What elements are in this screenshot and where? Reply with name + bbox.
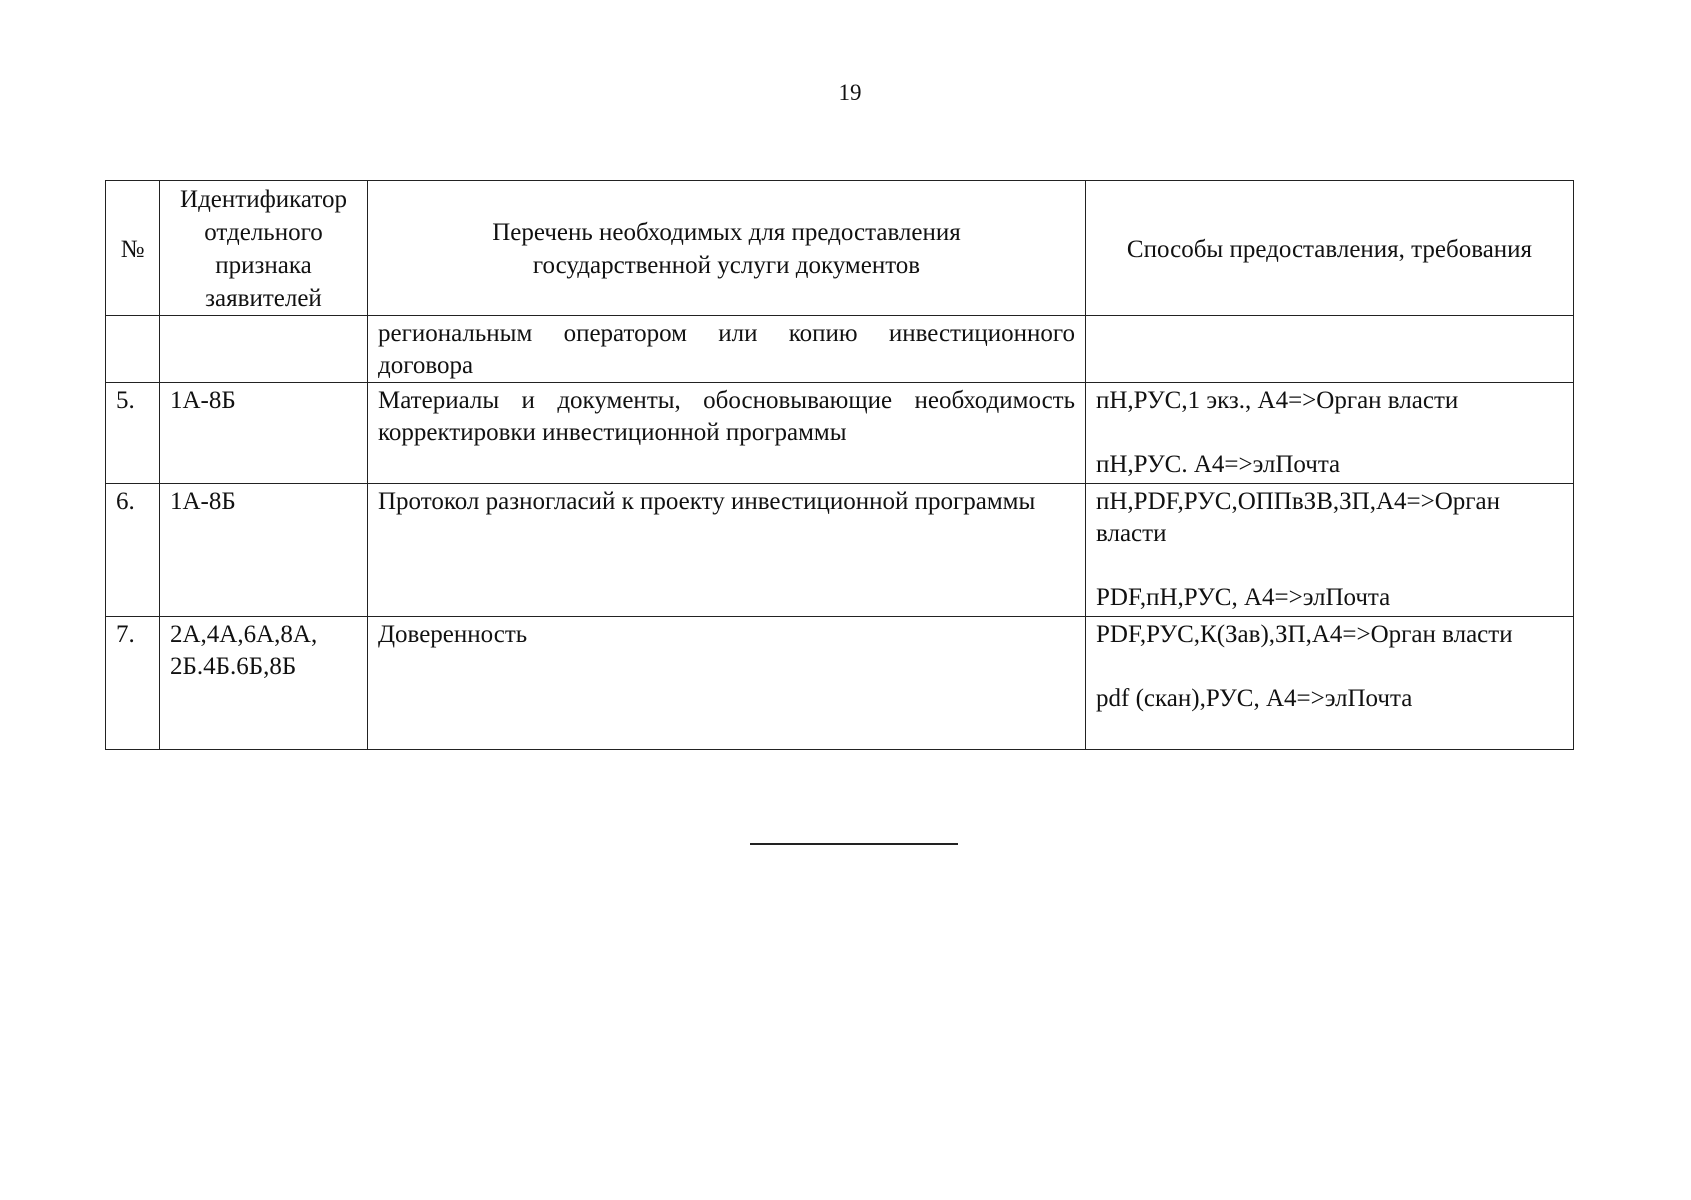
method-line: пН,PDF,РУС,ОППвЗВ,ЗП,А4=>Орган власти xyxy=(1096,488,1500,547)
row-identifier: 1А-8Б xyxy=(160,484,368,617)
row-documents: Доверенность xyxy=(368,617,1086,750)
row-methods xyxy=(1086,484,1574,617)
end-of-document-rule xyxy=(750,843,958,845)
method-line: pdf (скан),РУС, А4=>элПочта xyxy=(1096,685,1413,712)
header-methods: Способы предоставления, требования xyxy=(1086,181,1574,316)
row-num: 5. xyxy=(106,383,160,484)
row-num: 6. xyxy=(106,484,160,617)
row-num: 7. xyxy=(106,617,160,750)
table-row xyxy=(106,484,1574,617)
method-line: пН,РУС. А4=>элПочта xyxy=(1096,451,1341,478)
row-methods xyxy=(1086,383,1574,484)
method-line: PDF,РУС,К(Зав),ЗП,А4=>Орган власти xyxy=(1096,621,1513,648)
documents-table xyxy=(105,180,1574,750)
header-identifier-line: Идентификатор xyxy=(180,186,347,213)
header-documents xyxy=(368,181,1086,316)
header-documents-line: Перечень необходимых для предоставления xyxy=(492,219,961,246)
method-line: пН,РУС,1 экз., А4=>Орган власти xyxy=(1096,387,1459,414)
row-identifier xyxy=(160,316,368,383)
row-documents: Протокол разногласий к проекту инвестиционной программы xyxy=(368,484,1086,617)
page-number: 19 xyxy=(838,80,862,105)
row-documents: региональным оператором или копию инвестиционного договора xyxy=(368,316,1086,383)
row-methods xyxy=(1086,617,1574,750)
row-identifier: 1А-8Б xyxy=(160,383,368,484)
header-identifier xyxy=(160,181,368,316)
table-row xyxy=(106,383,1574,484)
table-row xyxy=(106,617,1574,750)
header-identifier-line: признака xyxy=(215,252,312,279)
row-num xyxy=(106,316,160,383)
row-documents: Материалы и документы, обосновывающие необходимость корректировки инвестиционной программы xyxy=(368,383,1086,484)
method-line: PDF,пН,РУС, А4=>элПочта xyxy=(1096,584,1391,611)
table-row-continuation xyxy=(106,316,1574,383)
table-header-row xyxy=(106,181,1574,316)
header-num: № xyxy=(106,181,160,316)
spacer xyxy=(1096,417,1563,449)
header-documents-line: государственной услуги документов xyxy=(532,252,921,279)
row-identifier: 2А,4А,6А,8А, 2Б.4Б.6Б,8Б xyxy=(160,617,368,750)
spacer xyxy=(1096,550,1563,582)
header-identifier-line: отдельного xyxy=(204,219,323,246)
spacer xyxy=(1096,651,1563,683)
row-methods xyxy=(1086,316,1574,383)
header-identifier-line: заявителей xyxy=(205,285,322,312)
